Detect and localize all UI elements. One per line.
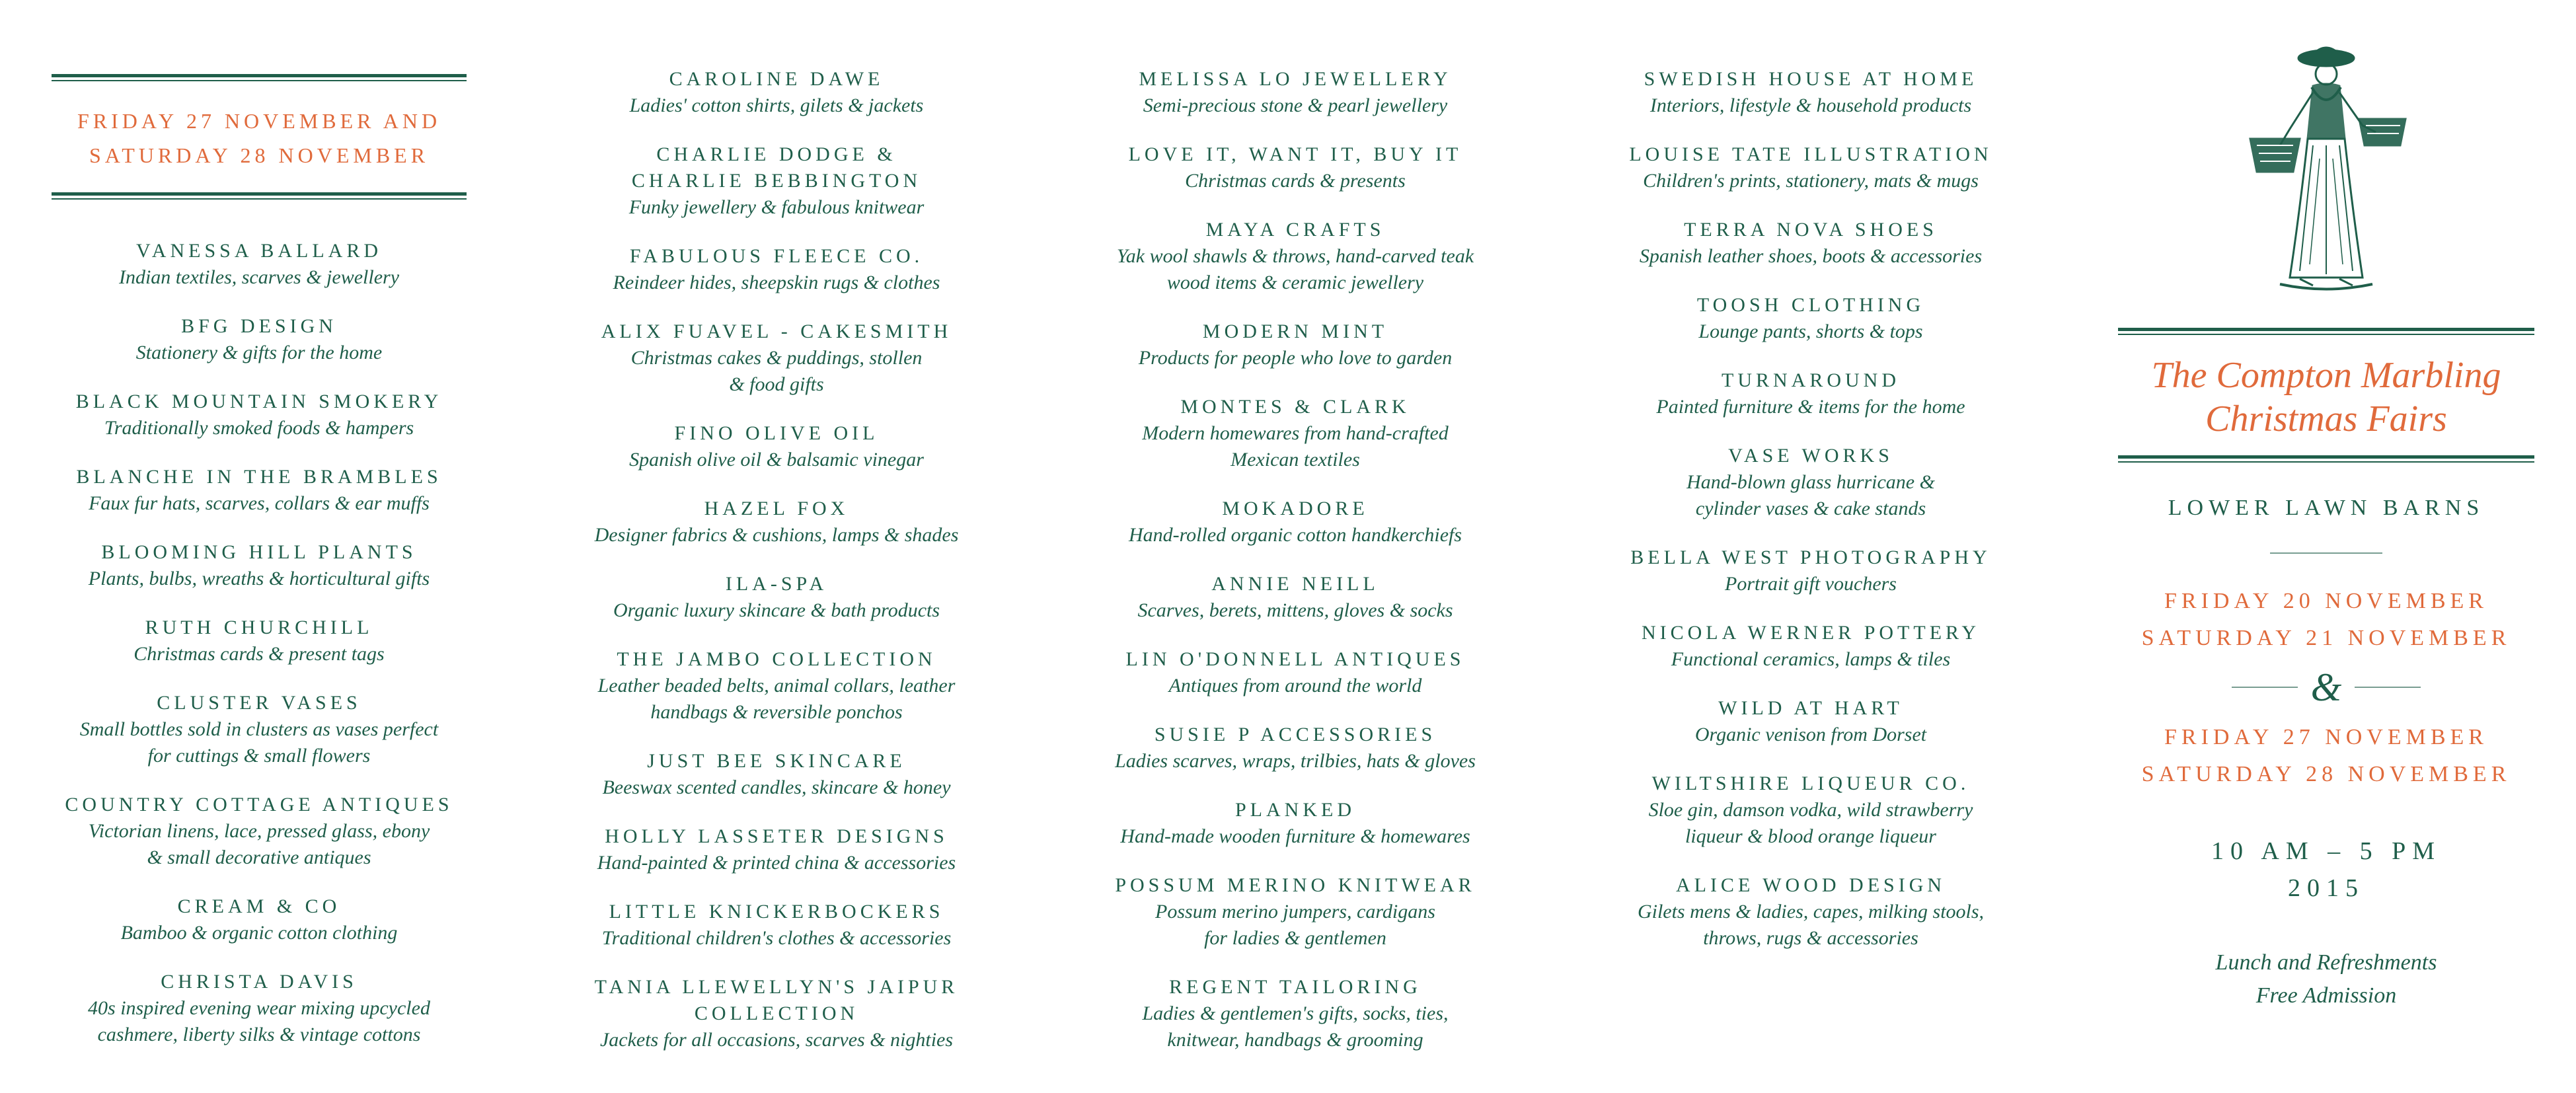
- vendor-entry: [1599, 292, 2022, 345]
- vendor-name: WILTSHIRE LIQUEUR CO.: [1651, 773, 1970, 794]
- year: 2015: [2288, 874, 2365, 902]
- vendor-entry: [52, 792, 467, 871]
- vendor-name: CHARLIE DODGE & CHARLIE BEBBINGTON: [631, 143, 922, 192]
- vendor-entry: [565, 899, 988, 952]
- venue-name: LOWER LAWN BARNS: [2168, 496, 2485, 520]
- vendor-description: Indian textiles, scarves & jewellery: [118, 266, 400, 288]
- vendor-entry: [565, 646, 988, 726]
- woman-with-basket-woodcut-icon: [2227, 40, 2425, 304]
- vendor-name: ILA-SPA: [725, 573, 828, 595]
- divider-line: [2355, 687, 2421, 688]
- ampersand-divider: [2118, 667, 2534, 707]
- vendor-entry: [1080, 141, 1510, 194]
- vendor-name: MELISSA LO JEWELLERY: [1139, 68, 1452, 90]
- date-line: SATURDAY 28 NOVEMBER: [2141, 762, 2511, 786]
- vendor-entry: [1599, 620, 2022, 673]
- vendor-entry: [52, 464, 467, 517]
- vendor-description: Leather beaded belts, animal collars, leather handbags & reversible ponchos: [597, 675, 956, 723]
- vendor-name: LIN O'DONNELL ANTIQUES: [1125, 648, 1465, 670]
- vendor-name: TURNAROUND: [1722, 369, 1900, 391]
- vendor-name: COUNTRY COTTAGE ANTIQUES: [65, 794, 453, 815]
- vendor-name: CAROLINE DAWE: [669, 68, 884, 90]
- vendor-list-4: [1599, 66, 2022, 952]
- vendor-entry: [1080, 217, 1510, 296]
- double-rule-top: [52, 74, 467, 81]
- vendor-entry: [1599, 141, 2022, 194]
- vendor-description: Organic luxury skincare & bath products: [613, 599, 940, 621]
- vendor-column-1: [52, 74, 467, 1071]
- vendor-name: SUSIE P ACCESSORIES: [1154, 724, 1437, 745]
- vendor-name: ANNIE NEILL: [1211, 573, 1379, 595]
- vendor-name: ALICE WOOD DESIGN: [1675, 874, 1946, 896]
- vendor-entry: [565, 974, 988, 1053]
- double-rule-bottom: [52, 192, 467, 200]
- vendor-entry: [565, 319, 988, 398]
- vendor-entry: [52, 313, 467, 366]
- vendor-description: Spanish olive oil & balsamic vinegar: [629, 449, 924, 471]
- vendor-entry: [52, 893, 467, 946]
- vendor-name: BFG DESIGN: [181, 315, 337, 337]
- vendor-name: ALIX FUAVEL - CAKESMITH: [601, 320, 952, 342]
- vendor-entry: [1599, 367, 2022, 420]
- vendor-description: Modern homewares from hand-crafted Mexican textiles: [1142, 422, 1449, 471]
- ampersand: &: [2310, 665, 2342, 709]
- vendor-description: Funky jewellery & fabulous knitwear: [628, 196, 925, 218]
- vendor-name: CHRISTA DAVIS: [161, 971, 358, 993]
- vendor-entry: [1080, 872, 1510, 952]
- vendor-entry: [52, 969, 467, 1048]
- vendor-description: Hand-painted & printed china & accessories: [597, 852, 956, 874]
- vendor-description: Lounge pants, shorts & tops: [1698, 320, 1923, 342]
- vendor-entry: [565, 66, 988, 119]
- vendor-entry: [1080, 797, 1510, 850]
- vendor-description: Hand-blown glass hurricane & cylinder vases & cake stands: [1686, 471, 1935, 519]
- vendor-entry: [1599, 545, 2022, 597]
- vendor-name: MONTES & CLARK: [1180, 396, 1410, 418]
- vendor-description: Semi-precious stone & pearl jewellery: [1143, 94, 1448, 116]
- vendor-entry: [1080, 66, 1510, 119]
- vendor-name: NICOLA WERNER POTTERY: [1641, 622, 1981, 644]
- vendor-description: Functional ceramics, lamps & tiles: [1671, 648, 1951, 670]
- vendor-description: Portrait gift vouchers: [1725, 573, 1897, 595]
- vendor-description: Interiors, lifestyle & household products: [1649, 94, 1972, 116]
- vendor-description: Yak wool shawls & throws, hand-carved teak wood items & ceramic jewellery: [1116, 245, 1474, 293]
- refreshments-note: Lunch and Refreshments Free Admission: [2215, 950, 2437, 1008]
- double-rule-top: [2118, 328, 2534, 335]
- vendor-description: Ladies & gentlemen's gifts, socks, ties, knitwear, handbags & grooming: [1142, 1002, 1449, 1051]
- vendor-entry: [1080, 394, 1510, 473]
- vendor-name: MAYA CRAFTS: [1205, 219, 1385, 241]
- vendor-description: Gilets mens & ladies, capes, milking stools, throws, rugs & accessories: [1637, 901, 1985, 949]
- vendor-column-4: [1599, 66, 2022, 974]
- divider: [2270, 552, 2382, 554]
- vendor-description: Traditionally smoked foods & hampers: [104, 417, 414, 439]
- vendor-name: RUTH CHURCHILL: [145, 617, 373, 638]
- vendor-name: LITTLE KNICKERBOCKERS: [609, 901, 944, 923]
- vendor-list-3: [1080, 66, 1510, 1053]
- vendor-entry: [1080, 571, 1510, 624]
- vendor-description: Stationery & gifts for the home: [135, 342, 383, 363]
- vendor-name: TANIA LLEWELLYN'S JAIPUR COLLECTION: [594, 976, 959, 1024]
- vendor-description: Ladies' cotton shirts, gilets & jackets: [629, 94, 924, 116]
- vendor-description: Children's prints, stationery, mats & mugs: [1643, 170, 1979, 192]
- vendor-name: VANESSA BALLARD: [136, 240, 382, 262]
- vendor-description: Hand-made wooden furniture & homewares: [1120, 825, 1470, 847]
- vendor-entry: [1080, 974, 1510, 1053]
- fair-dates-header: FRIDAY 27 NOVEMBER AND SATURDAY 28 NOVEMBER: [77, 109, 441, 167]
- vendor-entry: [1599, 443, 2022, 522]
- vendor-entry: [1599, 771, 2022, 850]
- vendor-description: Painted furniture & items for the home: [1656, 396, 1965, 418]
- vendor-list-2: [565, 66, 988, 1053]
- vendor-entry: [565, 243, 988, 296]
- vendor-description: Designer fabrics & cushions, lamps & shades: [594, 524, 959, 546]
- vendor-list-1: [52, 238, 467, 1048]
- opening-hours: 10 AM – 5 PM: [2211, 837, 2442, 865]
- vendor-description: Christmas cakes & puddings, stollen & food gifts: [630, 347, 923, 395]
- vendor-description: Antiques from around the world: [1168, 675, 1422, 697]
- vendor-entry: [52, 389, 467, 441]
- vendor-column-3: [1080, 66, 1510, 1076]
- vendor-entry: [52, 615, 467, 667]
- vendor-entry: [1080, 496, 1510, 548]
- vendor-entry: [52, 690, 467, 769]
- vendor-entry: [565, 571, 988, 624]
- vendor-name: CREAM & CO: [177, 895, 341, 917]
- vendor-name: BLOOMING HILL PLANTS: [101, 541, 417, 563]
- vendor-entry: [52, 539, 467, 592]
- vendor-name: HOLLY LASSETER DESIGNS: [605, 825, 948, 847]
- vendor-description: Spanish leather shoes, boots & accessories: [1639, 245, 1983, 267]
- vendor-description: Reindeer hides, sheepskin rugs & clothes: [613, 272, 940, 293]
- vendor-name: TOOSH CLOTHING: [1696, 294, 1925, 316]
- vendor-name: REGENT TAILORING: [1169, 976, 1421, 998]
- vendor-name: LOUISE TATE ILLUSTRATION: [1629, 143, 1992, 165]
- vendor-entry: [565, 823, 988, 876]
- vendor-entry: [1599, 695, 2022, 748]
- vendor-description: Bamboo & organic cotton clothing: [120, 922, 398, 944]
- date-line: FRIDAY 20 NOVEMBER: [2164, 589, 2488, 613]
- vendor-description: Organic venison from Dorset: [1694, 724, 1927, 745]
- vendor-description: Hand-rolled organic cotton handkerchiefs: [1128, 524, 1462, 546]
- vendor-name: JUST BEE SKINCARE: [647, 750, 906, 772]
- vendor-name: MOKADORE: [1222, 498, 1369, 519]
- vendor-description: Ladies scarves, wraps, trilbies, hats & gloves: [1115, 750, 1476, 772]
- vendor-name: BLACK MOUNTAIN SMOKERY: [75, 391, 443, 412]
- vendor-entry: [1080, 319, 1510, 371]
- vendor-description: Faux fur hats, scarves, collars & ear muffs: [89, 492, 430, 514]
- vendor-entry: [565, 496, 988, 548]
- vendor-name: FABULOUS FLEECE CO.: [629, 245, 924, 267]
- vendor-entry: [1599, 872, 2022, 952]
- vendor-name: TERRA NOVA SHOES: [1684, 219, 1938, 241]
- fair-title: The Compton Marbling Christmas Fairs: [2151, 355, 2501, 439]
- vendor-name: PLANKED: [1235, 799, 1355, 821]
- vendor-name: VASE WORKS: [1728, 445, 1893, 467]
- vendor-description: 40s inspired evening wear mixing upcycled cashmere, liberty silks & vintage cottons: [88, 997, 430, 1045]
- vendor-name: LOVE IT, WANT IT, BUY IT: [1128, 143, 1462, 165]
- cover-panel: [2118, 40, 2534, 1012]
- vendor-description: Christmas cards & present tags: [133, 643, 385, 665]
- vendor-entry: [52, 238, 467, 291]
- vendor-entry: [565, 141, 988, 221]
- date-line: FRIDAY 27 NOVEMBER: [2164, 725, 2488, 749]
- vendor-description: Sloe gin, damson vodka, wild strawberry liqueur & blood orange liqueur: [1648, 799, 1973, 847]
- vendor-description: Victorian linens, lace, pressed glass, ebony & small decorative antiques: [88, 820, 430, 868]
- vendor-description: Beeswax scented candles, skincare & honey: [602, 776, 951, 798]
- date-line: SATURDAY 21 NOVEMBER: [2141, 626, 2511, 650]
- vendor-name: MODERN MINT: [1202, 320, 1388, 342]
- divider-line: [2232, 687, 2298, 688]
- vendor-name: HAZEL FOX: [704, 498, 849, 519]
- vendor-name: THE JAMBO COLLECTION: [617, 648, 936, 670]
- vendor-description: Plants, bulbs, wreaths & horticultural gifts: [88, 568, 430, 589]
- vendor-column-2: [565, 66, 988, 1076]
- vendor-description: Possum merino jumpers, cardigans for ladies & gentlemen: [1155, 901, 1435, 949]
- vendor-entry: [1599, 66, 2022, 119]
- vendor-description: Scarves, berets, mittens, gloves & socks: [1137, 599, 1453, 621]
- vendor-entry: [565, 748, 988, 801]
- vendor-entry: [1080, 722, 1510, 774]
- vendor-description: Christmas cards & presents: [1185, 170, 1406, 192]
- vendor-description: Traditional children's clothes & accessories: [601, 927, 952, 949]
- vendor-name: SWEDISH HOUSE AT HOME: [1644, 68, 1978, 90]
- vendor-name: CLUSTER VASES: [157, 692, 361, 714]
- vendor-entry: [1080, 646, 1510, 699]
- vendor-name: POSSUM MERINO KNITWEAR: [1115, 874, 1476, 896]
- vendor-description: Small bottles sold in clusters as vases perfect for cuttings & small flowers: [79, 718, 439, 767]
- double-rule-bottom: [2118, 455, 2534, 463]
- vendor-name: BELLA WEST PHOTOGRAPHY: [1630, 546, 1991, 568]
- vendor-name: BLANCHE IN THE BRAMBLES: [76, 466, 442, 488]
- vendor-name: FINO OLIVE OIL: [674, 422, 879, 444]
- vendor-entry: [1599, 217, 2022, 270]
- vendor-description: Jackets for all occasions, scarves & nighties: [599, 1029, 954, 1051]
- vendor-description: Products for people who love to garden: [1138, 347, 1453, 369]
- vendor-name: WILD AT HART: [1718, 697, 1903, 719]
- vendor-entry: [565, 420, 988, 473]
